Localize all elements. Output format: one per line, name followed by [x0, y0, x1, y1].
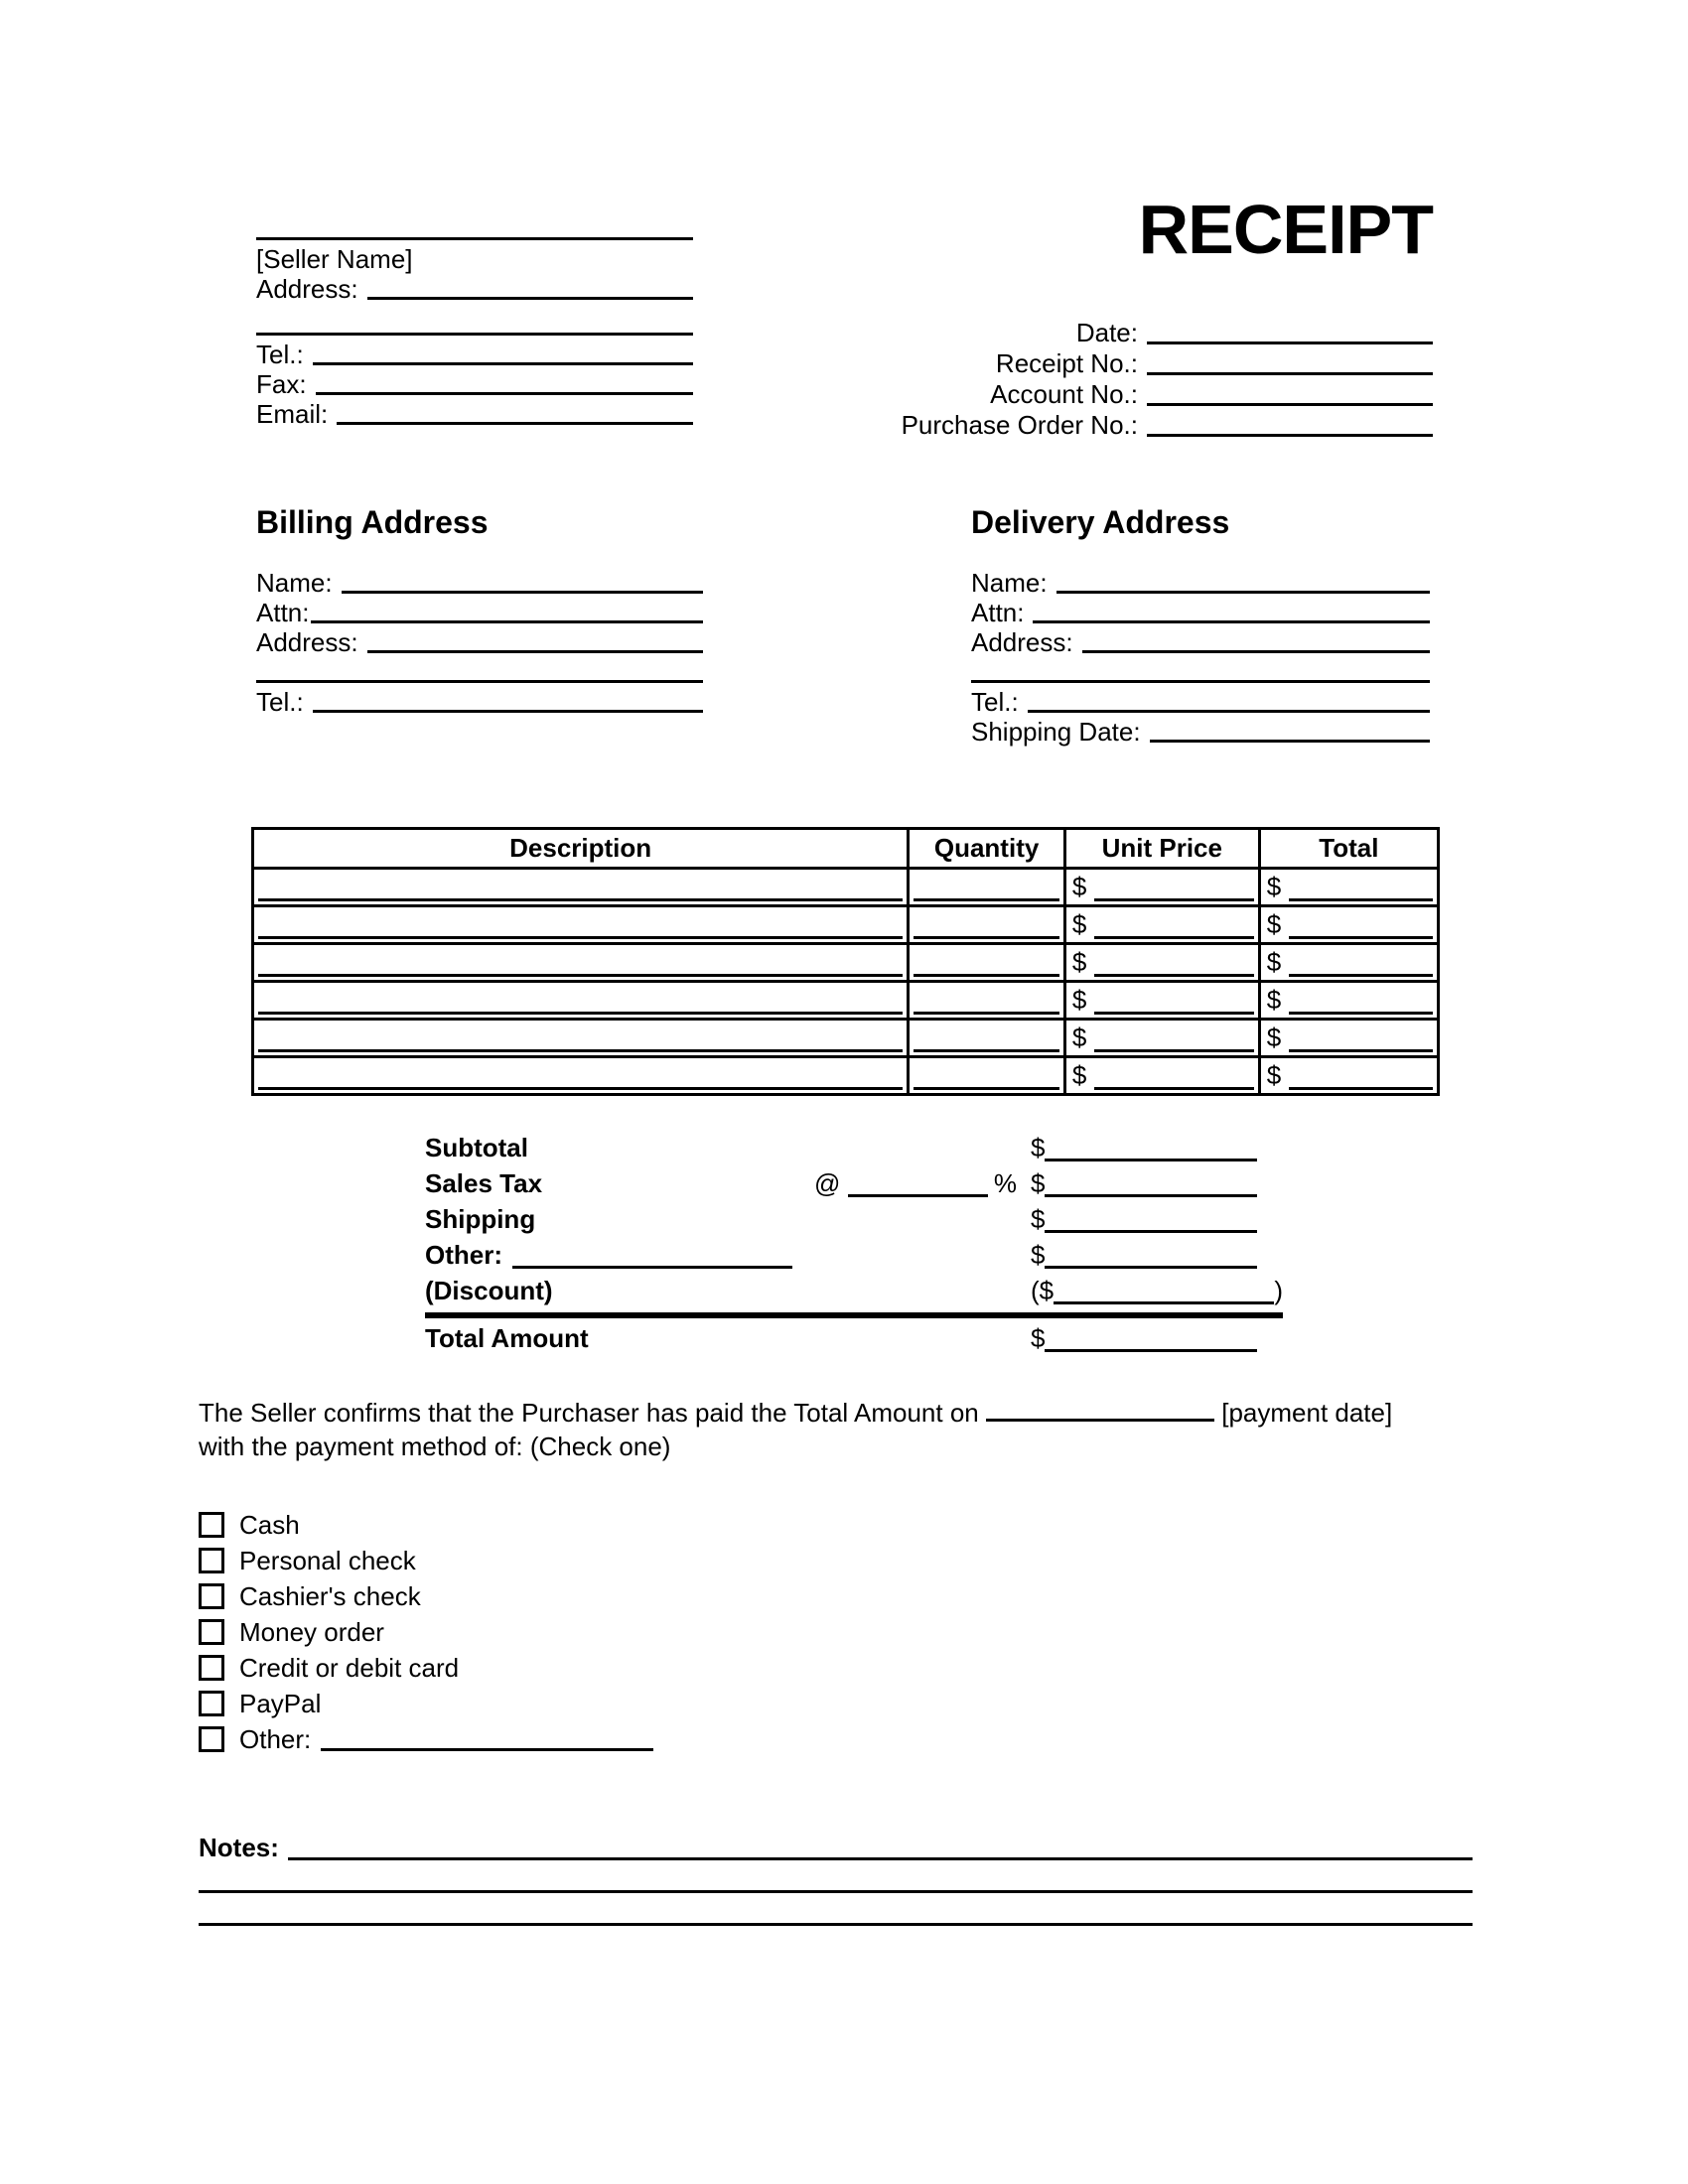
payment-method-label: Other:	[239, 1724, 312, 1754]
total-cell[interactable]	[1261, 1058, 1437, 1093]
total-cell[interactable]	[1261, 870, 1437, 904]
payment-method-item-cashiers-check	[199, 1578, 894, 1614]
notes-row	[199, 1832, 1473, 1864]
percent-symbol: %	[993, 1168, 1017, 1198]
seller-name-placeholder: [Seller Name]	[256, 244, 413, 274]
totals-divider	[425, 1312, 1283, 1318]
table-row	[253, 982, 1439, 1020]
billing-attn-row	[256, 598, 703, 627]
line-items-table	[251, 827, 1440, 1096]
currency-symbol: $	[1266, 1060, 1282, 1090]
seller-address-line[interactable]	[367, 297, 693, 300]
seller-tel-label: Tel.:	[256, 340, 304, 369]
total-cell[interactable]	[1261, 945, 1437, 980]
total-amount-label: Total Amount	[425, 1323, 589, 1353]
delivery-attn-label: Attn:	[971, 598, 1025, 627]
billing-address-row-2	[256, 657, 703, 687]
column-header-unit-price: Unit Price	[1064, 829, 1259, 869]
seller-tel-line[interactable]	[313, 362, 693, 365]
payment-method-item-cash	[199, 1507, 894, 1543]
payment-confirmation	[199, 1396, 1499, 1463]
date-line[interactable]	[1147, 341, 1433, 344]
billing-name-label: Name:	[256, 568, 333, 598]
unit-price-cell[interactable]	[1066, 870, 1258, 904]
billing-address-line-2[interactable]	[256, 680, 703, 683]
currency-symbol: $	[1031, 1168, 1046, 1198]
delivery-name-line[interactable]	[1056, 591, 1430, 594]
delivery-tel-row	[971, 687, 1430, 717]
shipping-date-label: Shipping Date:	[971, 717, 1141, 747]
seller-fax-label: Fax:	[256, 369, 307, 399]
currency-symbol: $	[1071, 1060, 1087, 1090]
checkbox-paypal[interactable]	[199, 1691, 224, 1716]
total-amount-row	[425, 1320, 1283, 1356]
sales-tax-rate-group	[814, 1165, 1017, 1201]
shipping-date-line[interactable]	[1150, 740, 1430, 743]
billing-tel-row	[256, 687, 703, 717]
currency-symbol: $	[1031, 1133, 1046, 1162]
description-cell[interactable]	[254, 945, 907, 980]
checkbox-other[interactable]	[199, 1726, 224, 1752]
seller-name-line[interactable]	[256, 237, 693, 240]
billing-address-label: Address:	[256, 627, 358, 657]
other-line[interactable]	[1045, 1266, 1257, 1269]
seller-info-section	[256, 214, 693, 429]
notes-line-3[interactable]	[199, 1923, 1473, 1926]
payment-method-item-credit-debit	[199, 1650, 894, 1686]
payment-method-item-paypal	[199, 1686, 894, 1721]
total-cell[interactable]	[1261, 1021, 1437, 1055]
seller-address-row-2	[256, 310, 693, 340]
discount-open-paren: ($	[1031, 1276, 1055, 1305]
checkbox-credit-debit-card[interactable]	[199, 1655, 224, 1681]
payment-method-item-other	[199, 1721, 894, 1757]
total-amount-line[interactable]	[1045, 1349, 1257, 1352]
billing-name-line[interactable]	[342, 591, 703, 594]
currency-symbol: $	[1031, 1204, 1046, 1234]
total-cell[interactable]	[1261, 907, 1437, 942]
unit-price-cell[interactable]	[1066, 983, 1258, 1018]
delivery-tel-line[interactable]	[1028, 710, 1430, 713]
other-amount	[1031, 1237, 1283, 1273]
checkbox-cashiers-check[interactable]	[199, 1583, 224, 1609]
payment-method-label: Personal check	[239, 1546, 416, 1575]
billing-address-heading: Billing Address	[256, 504, 489, 540]
payment-method-item-money-order	[199, 1614, 894, 1650]
payment-date-note: [payment date]	[1221, 1398, 1393, 1428]
billing-attn-line[interactable]	[311, 620, 703, 623]
payment-method-label: Money order	[239, 1617, 384, 1647]
discount-label: (Discount)	[425, 1276, 553, 1305]
description-cell[interactable]	[254, 907, 907, 942]
other-row	[425, 1237, 1283, 1273]
description-cell[interactable]	[254, 870, 907, 904]
currency-symbol: $	[1266, 985, 1282, 1015]
billing-tel-line[interactable]	[313, 710, 703, 713]
delivery-address-label: Address:	[971, 627, 1073, 657]
sales-tax-rate-line[interactable]	[848, 1194, 987, 1197]
sales-tax-row	[425, 1165, 1283, 1201]
delivery-address-row	[971, 627, 1430, 657]
account-no-row	[854, 379, 1433, 410]
delivery-address-row-2	[971, 657, 1430, 687]
shipping-line[interactable]	[1045, 1230, 1257, 1233]
discount-row	[425, 1273, 1283, 1308]
purchase-order-no-row	[854, 410, 1433, 441]
other-label: Other:	[425, 1240, 502, 1270]
delivery-address-section	[971, 504, 1430, 747]
delivery-name-label: Name:	[971, 568, 1048, 598]
account-no-line[interactable]	[1147, 403, 1433, 406]
unit-price-cell[interactable]	[1066, 1058, 1258, 1093]
checkbox-cash[interactable]	[199, 1512, 224, 1538]
discount-close-paren: )	[1274, 1276, 1283, 1305]
quantity-cell[interactable]	[910, 870, 1063, 904]
billing-address-line[interactable]	[367, 650, 703, 653]
table-row	[253, 944, 1439, 982]
seller-address-row	[256, 274, 693, 304]
seller-fax-row	[256, 369, 693, 399]
seller-address-label: Address:	[256, 274, 358, 304]
at-symbol: @	[814, 1168, 841, 1198]
sales-tax-line[interactable]	[1045, 1194, 1257, 1197]
currency-symbol: $	[1071, 985, 1087, 1015]
seller-email-row	[256, 399, 693, 429]
page-title: RECEIPT	[1138, 191, 1433, 268]
shipping-amount	[1031, 1201, 1283, 1237]
currency-symbol: $	[1071, 909, 1087, 939]
billing-address-row	[256, 627, 703, 657]
subtotal-line[interactable]	[1045, 1159, 1257, 1161]
description-cell[interactable]	[254, 1058, 907, 1093]
receipt-no-line[interactable]	[1147, 372, 1433, 375]
delivery-address-heading: Delivery Address	[971, 504, 1230, 540]
unit-price-cell[interactable]	[1066, 945, 1258, 980]
discount-line[interactable]	[1054, 1301, 1274, 1304]
checkbox-money-order[interactable]	[199, 1619, 224, 1645]
subtotal-label: Subtotal	[425, 1133, 528, 1162]
payment-method-prompt: with the payment method of: (Check one)	[199, 1432, 671, 1461]
seller-name-row	[256, 214, 693, 244]
table-row	[253, 1020, 1439, 1057]
currency-symbol: $	[1031, 1240, 1046, 1270]
table-row	[253, 1057, 1439, 1095]
payment-method-label: Credit or debit card	[239, 1653, 460, 1683]
payment-method-label: Cash	[239, 1510, 300, 1540]
subtotal-row	[425, 1130, 1283, 1165]
payment-confirmation-text: The Seller confirms that the Purchaser has paid the Total Amount on	[199, 1398, 979, 1428]
billing-attn-label: Attn:	[256, 598, 310, 627]
delivery-attn-line[interactable]	[1033, 620, 1430, 623]
table-row	[253, 906, 1439, 944]
date-label: Date:	[1075, 318, 1138, 347]
billing-tel-label: Tel.:	[256, 687, 304, 717]
notes-line-1[interactable]	[288, 1857, 1473, 1860]
quantity-cell[interactable]	[910, 1021, 1063, 1055]
receipt-no-row	[854, 348, 1433, 379]
totals-section	[425, 1130, 1283, 1356]
purchase-order-no-line[interactable]	[1147, 434, 1433, 437]
delivery-address-line-2[interactable]	[971, 680, 1430, 683]
notes-label: Notes:	[199, 1833, 279, 1862]
currency-symbol: $	[1071, 872, 1087, 901]
unit-price-cell[interactable]	[1066, 1021, 1258, 1055]
currency-symbol: $	[1266, 872, 1282, 901]
seller-email-label: Email:	[256, 399, 329, 429]
column-header-quantity: Quantity	[909, 829, 1065, 869]
other-description-line[interactable]	[512, 1266, 792, 1269]
notes-section	[199, 1832, 1473, 1930]
total-amount	[1031, 1320, 1283, 1356]
payment-method-item-personal-check	[199, 1543, 894, 1578]
quantity-cell[interactable]	[910, 1058, 1063, 1093]
delivery-shipping-date-row	[971, 717, 1430, 747]
currency-symbol: $	[1266, 947, 1282, 977]
seller-tel-row	[256, 340, 693, 369]
delivery-attn-row	[971, 598, 1430, 627]
quantity-cell[interactable]	[910, 983, 1063, 1018]
checkbox-personal-check[interactable]	[199, 1548, 224, 1573]
seller-email-line[interactable]	[337, 422, 693, 425]
purchase-order-no-label: Purchase Order No.:	[901, 410, 1138, 440]
shipping-label: Shipping	[425, 1204, 536, 1234]
subtotal-amount	[1031, 1130, 1283, 1165]
billing-name-row	[256, 568, 703, 598]
currency-symbol: $	[1266, 1023, 1282, 1052]
date-row	[854, 318, 1433, 348]
notes-row	[199, 1897, 1473, 1930]
payment-method-label: PayPal	[239, 1689, 322, 1718]
description-cell[interactable]	[254, 1021, 907, 1055]
account-no-label: Account No.:	[990, 379, 1138, 409]
unit-price-cell[interactable]	[1066, 907, 1258, 942]
receipt-no-label: Receipt No.:	[995, 348, 1138, 378]
currency-symbol: $	[1071, 1023, 1087, 1052]
payment-methods-list	[199, 1507, 894, 1757]
discount-amount	[1031, 1273, 1283, 1308]
receipt-info-section	[854, 318, 1433, 441]
delivery-name-row	[971, 568, 1430, 598]
total-cell[interactable]	[1261, 983, 1437, 1018]
quantity-cell[interactable]	[910, 907, 1063, 942]
shipping-row	[425, 1201, 1283, 1237]
payment-date-line[interactable]	[986, 1419, 1214, 1422]
currency-symbol: $	[1266, 909, 1282, 939]
other-method-line[interactable]	[321, 1747, 653, 1751]
column-header-total: Total	[1259, 829, 1438, 869]
currency-symbol: $	[1031, 1323, 1046, 1353]
currency-symbol: $	[1071, 947, 1087, 977]
table-row	[253, 869, 1439, 906]
sales-tax-label: Sales Tax	[425, 1168, 543, 1198]
seller-address-line-2[interactable]	[256, 333, 693, 336]
delivery-address-line[interactable]	[1082, 650, 1430, 653]
column-header-description: Description	[253, 829, 909, 869]
billing-address-section	[256, 504, 703, 717]
seller-fax-line[interactable]	[316, 392, 693, 395]
notes-row	[199, 1864, 1473, 1897]
quantity-cell[interactable]	[910, 945, 1063, 980]
payment-method-label: Cashier's check	[239, 1581, 421, 1611]
sales-tax-amount	[1031, 1165, 1283, 1201]
delivery-tel-label: Tel.:	[971, 687, 1019, 717]
notes-line-2[interactable]	[199, 1890, 1473, 1893]
table-header-row	[253, 829, 1439, 869]
description-cell[interactable]	[254, 983, 907, 1018]
